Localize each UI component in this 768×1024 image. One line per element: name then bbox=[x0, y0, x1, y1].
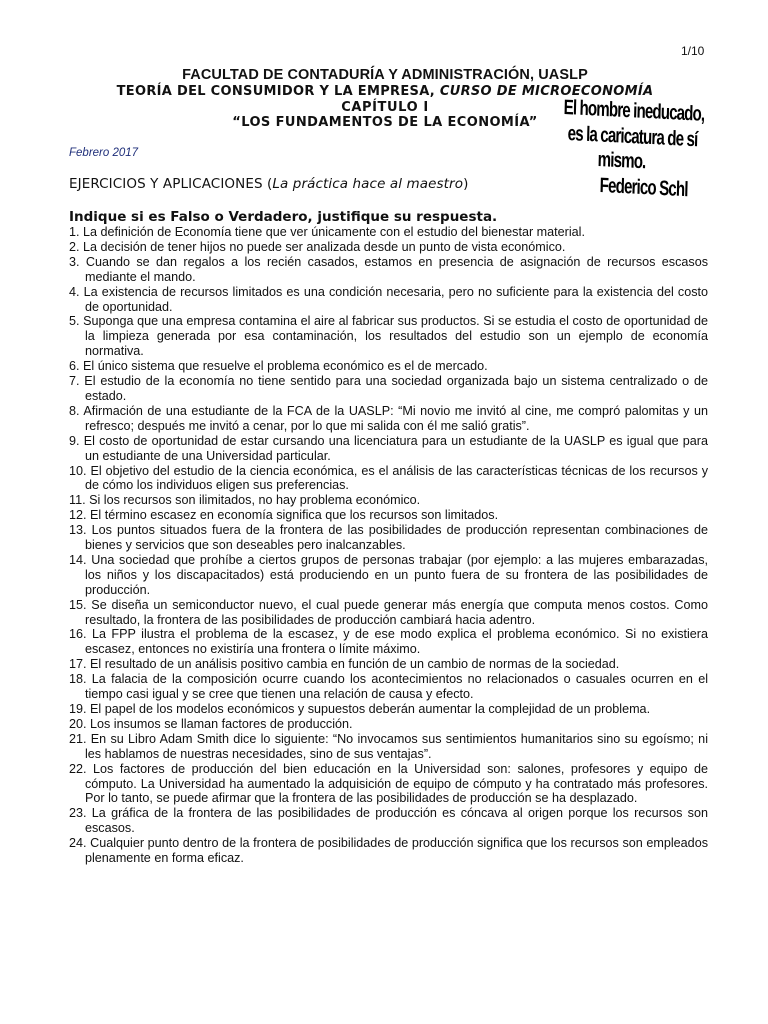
list-item: 3. Cuando se dan regalos a los recién casados, estamos en presencia de asignación de recursos escasos mediante el mando. bbox=[69, 254, 708, 284]
list-item: 10. El objetivo del estudio de la ciencia económica, es el análisis de las características técnicas de los recursos y de cómo los individuos eligen sus preferencias. bbox=[69, 463, 708, 493]
list-item: 13. Los puntos situados fuera de la frontera de las posibilidades de producción representan combinaciones de bienes y servicios que son deseables pero inalcanzables. bbox=[69, 523, 708, 553]
list-item: 16. La FPP ilustra el problema de la escasez, y de ese modo explica el problema económico. Si no existiera escasez, entonces no existiría una frontera o límite máximo. bbox=[69, 627, 708, 657]
list-item: 5. Suponga que una empresa contamina el aire al fabricar sus productos. Si se estudia el costo de oportunidad de la limpieza generada por esa contaminación, los resultados del estudio son un ejemplo de economía normativa. bbox=[69, 314, 708, 359]
course-title-main: TEORÍA DEL CONSUMIDOR Y LA EMPRESA, bbox=[116, 84, 440, 99]
page-number: 1/10 bbox=[681, 44, 705, 58]
chapter-label: CAPÍTULO I bbox=[341, 100, 429, 115]
list-item: 11. Si los recursos son ilimitados, no hay problema económico. bbox=[69, 493, 421, 508]
list-item: 2. La decisión de tener hijos no puede ser analizada desde un punto de vista económico. bbox=[69, 239, 566, 254]
list-item: 23. La gráfica de la frontera de las posibilidades de producción es cóncava al origen porque los recursos son escasos. bbox=[69, 806, 708, 836]
document-date: Febrero 2017 bbox=[69, 147, 139, 159]
list-item: 4. La existencia de recursos limitados es una condición necesaria, pero no suficiente para la existencia del costo de oportunidad. bbox=[69, 284, 708, 314]
list-item: 21. En su Libro Adam Smith dice lo siguiente: “No invocamos sus sentimientos humanitarios sino su egoísmo; ni les hablamos de nuestras necesidades, sino de sus ventajas”. bbox=[69, 731, 708, 761]
quote-author: Federico Schl bbox=[599, 174, 688, 202]
exercises-heading bbox=[69, 176, 468, 192]
list-item: 1. La definición de Economía tiene que ver únicamente con el estudio del bienestar material. bbox=[69, 225, 585, 239]
list-item: 22. Los factores de producción del bien educación en la Universidad son: salones, profesores y equipo de cómputo. La Universidad ha aumentado la adquisición de equipo de cómputo y ha contratado más profesores. Por lo tanto, se puede afirmar que la frontera de las posibilidades de producción se ha desplazado. bbox=[69, 761, 708, 806]
quote-line-3: mismo. bbox=[597, 148, 646, 174]
list-item: 17. El resultado de un análisis positivo cambia en función de un cambio de normas de la sociedad. bbox=[69, 657, 620, 672]
exercises-heading-end: ) bbox=[463, 176, 469, 192]
list-item: 14. Una sociedad que prohíbe a ciertos grupos de personas trabajar (por ejemplo: a las mujeres embarazadas, los niños y los discapacitados) está produciendo en un punto fuera de su frontera de las posibilidades de producción. bbox=[69, 552, 708, 597]
quote-block bbox=[540, 96, 740, 216]
exercise-list bbox=[69, 225, 708, 866]
list-item: 15. Se diseña un semiconductor nuevo, el cual puede generar más energía que computa menos costos. Como resultado, la frontera de las posibilidades de producción cambiará hacia adentro. bbox=[69, 597, 708, 627]
list-item: 18. La falacia de la composición ocurre cuando los acontecimientos no relacionados o casuales ocurren en el tiempo casi igual y se cree que tienen una relación de causa y efecto. bbox=[69, 672, 708, 702]
list-item: 20. Los insumos se llaman factores de producción. bbox=[69, 716, 353, 731]
list-item: 8. Afirmación de una estudiante de la FCA de la UASLP: “Mi novio me invitó al cine, me compró palomitas y un refresco; después me invitó a cenar, por lo que mi salida con él me salió gratis”. bbox=[69, 403, 708, 433]
chapter-title: “LOS FUNDAMENTOS DE LA ECONOMÍA” bbox=[232, 115, 538, 130]
list-item: 24. Cualquier punto dentro de la frontera de posibilidades de producción significa que los recursos son empleados plenamente en forma eficaz. bbox=[69, 836, 708, 866]
quote-line-1: El hombre ineducado, bbox=[563, 96, 705, 126]
exercises-heading-start: EJERCICIOS Y APLICACIONES ( bbox=[69, 176, 273, 192]
course-title-italic: CURSO DE MICROECONOMÍA bbox=[439, 84, 654, 99]
list-item: 9. El costo de oportunidad de estar cursando una licenciatura para un estudiante de la UASLP es igual que para un estudiante de una Universidad particular. bbox=[69, 433, 708, 463]
list-item: 12. El término escasez en economía significa que los recursos son limitados. bbox=[69, 508, 499, 523]
list-item: 7. El estudio de la economía no tiene sentido para una sociedad organizada bajo un sistema centralizado o de estado. bbox=[69, 374, 708, 403]
list-item: 19. El papel de los modelos económicos y supuestos deberán aumentar la complejidad de un problema. bbox=[69, 702, 651, 716]
quote-line-2: es la caricatura de sí bbox=[567, 122, 698, 152]
list-item: 6. El único sistema que resuelve el problema económico es el de mercado. bbox=[69, 359, 488, 374]
exercises-heading-italic: La práctica hace al maestro bbox=[272, 176, 464, 192]
instruction-text: Indique si es Falso o Verdadero, justifique su respuesta. bbox=[69, 209, 498, 225]
faculty-title: FACULTAD DE CONTADURÍA Y ADMINISTRACIÓN, UASLP bbox=[182, 67, 588, 83]
